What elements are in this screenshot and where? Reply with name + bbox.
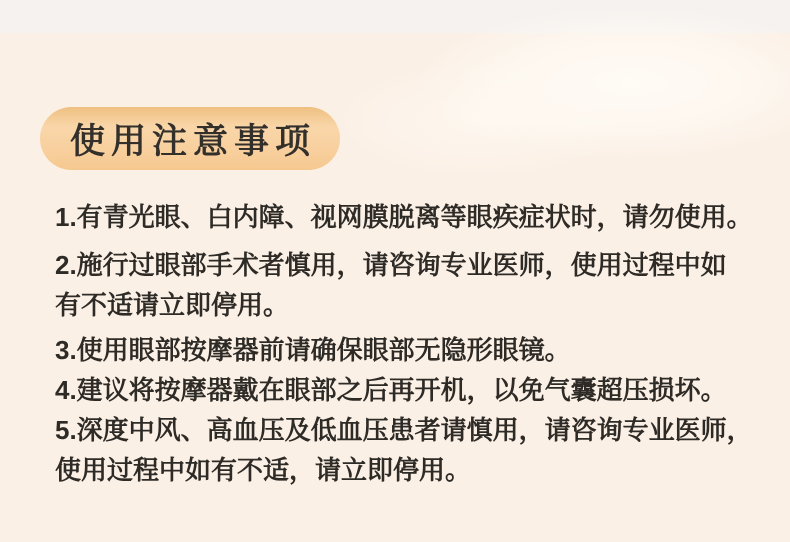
- precaution-line: 1.有青光眼、白内障、视网膜脱离等眼疾症状时，请勿使用。: [55, 202, 753, 232]
- precaution-line: 3.使用眼部按摩器前请确保眼部无隐形眼镜。: [55, 335, 571, 365]
- precaution-item-2: [55, 245, 765, 325]
- precaution-item-4: [55, 370, 765, 410]
- precautions-list: [55, 197, 765, 490]
- precaution-line: 4.建议将按摩器戴在眼部之后再开机，以免气囊超压损坏。: [55, 375, 727, 405]
- section-title-badge: [40, 107, 340, 170]
- precaution-line: 有不适请立即停用。: [55, 290, 290, 320]
- precaution-line: 5.深度中风、高血压及低血压患者请慎用，请咨询专业医师，: [55, 415, 753, 445]
- precaution-line: 使用过程中如有不适，请立即停用。: [55, 455, 472, 485]
- precaution-item-1: [55, 197, 765, 237]
- cloud-decor-center: [330, 60, 630, 180]
- precaution-item-5: [55, 410, 765, 490]
- top-decor-band: [0, 0, 790, 33]
- precaution-item-3: [55, 330, 765, 370]
- section-title: 使用注意事项: [69, 121, 316, 161]
- precaution-line: 2.施行过眼部手术者慎用，请咨询专业医师，使用过程中如: [55, 250, 727, 280]
